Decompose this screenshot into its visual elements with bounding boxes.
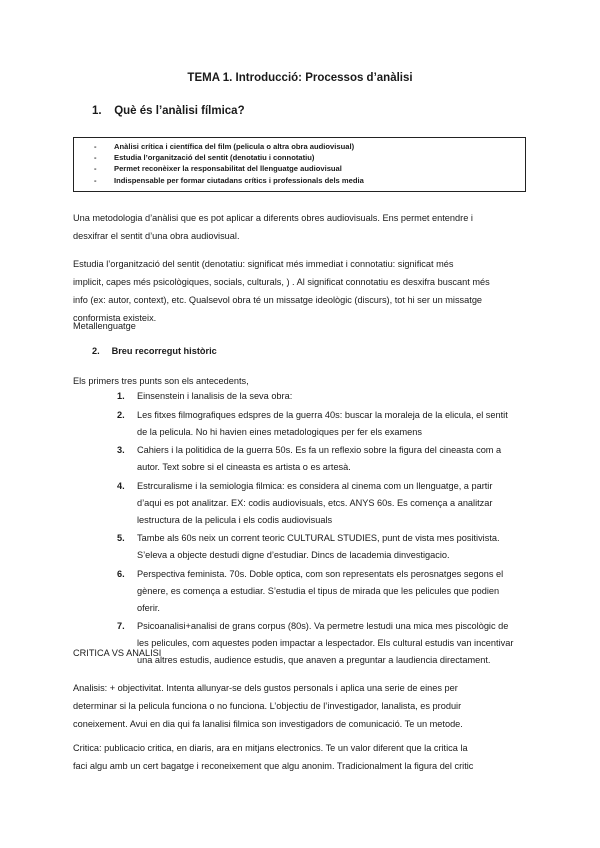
- paragraph-line: Critica: publicacio critica, en diaris, ara en mitjans electronics. Te un valor diferent que la critica la: [73, 743, 468, 753]
- section-critica-vs-analisi: CRITICA VS ANALISI: [73, 648, 162, 658]
- summary-item-text: Permet reconèixer la responsabilitat del llenguatge audiovisual: [114, 164, 342, 174]
- list-item-text: [137, 388, 527, 405]
- dash-bullet: -: [94, 142, 97, 151]
- heading-2-number: 2.: [92, 346, 100, 356]
- summary-item: [74, 152, 525, 163]
- list-item-number: 1.: [117, 391, 125, 401]
- list-item-line: lestructura de la pelicula i els codis audiovisuals: [137, 514, 333, 525]
- list-item-line: Estrcuralisme i la semiologia filmica: es considera al cinema com un llenguatge, a partir: [137, 480, 493, 491]
- paragraph-line: Analisis: + objectivitat. Intenta allunyar-se dels gustos personals i aplica una serie de eines per: [73, 683, 458, 693]
- list-item: [73, 618, 527, 668]
- dash-bullet: -: [94, 175, 97, 185]
- list-item-line: Psicoanalisi+analisi de grans corpus (80s). Va permetre lestudi una mica mes piscològic de: [137, 621, 509, 632]
- list-item-number: 4.: [117, 480, 125, 491]
- list-item-number: 5.: [117, 533, 125, 544]
- heading-2-text: Breu recorregut històric: [111, 346, 217, 356]
- list-item-text: [137, 478, 527, 528]
- list-item: [73, 442, 527, 476]
- list-item-line: autor. Text sobre si el cineasta es artista o es artesà.: [137, 462, 351, 473]
- list-item-text: [137, 407, 527, 441]
- list-item-line: gènere, es comença a estudiar. S’estudia el tipus de mirada que les pelicules que podien: [137, 585, 500, 596]
- paragraph-line: desxifrar el sentit d’una obra audiovisual.: [73, 231, 240, 241]
- summary-item: [74, 141, 525, 152]
- history-list: [73, 388, 527, 669]
- summary-item-text: Indispensable per formar ciutadans crítics i professionals dels media: [114, 175, 364, 185]
- list-item-line: oferir.: [137, 602, 160, 613]
- list-item: [73, 407, 527, 441]
- list-item-line: Perspectiva feminista. 70s. Doble optica, com son representats els perosnatges segons el: [137, 568, 504, 579]
- paragraph-metallenguatge: Metallenguatge: [73, 321, 136, 331]
- list-item-line: de la pelicula. No hi havien eines metadologiques per fer els examens: [137, 426, 422, 437]
- list-item-text: [137, 442, 527, 476]
- list-item: [73, 478, 527, 528]
- list-item-number: 2.: [117, 409, 125, 420]
- summary-item-text: Anàlisi crítica i científica del film (pelicula o altra obra audiovisual): [114, 142, 355, 151]
- list-item-number: 6.: [117, 568, 125, 579]
- list-item-line: d’aqui es pot analitzar. EX: codis audiovisuals, etcs. ANYS 60s. Es comença a analitzar: [137, 497, 493, 508]
- list-item: [73, 566, 527, 616]
- list-item: [73, 388, 527, 405]
- paragraph-line: conformista existeix.: [73, 313, 157, 323]
- list-item-line: S’eleva a objecte destudi digne d’estudiar. Dincs de lacademia dinvestigacio.: [137, 550, 450, 561]
- paragraph-line: faci algu amb un cert bagatge i reconeixement que algu anonim. Tradicionalment la figura del critic: [73, 761, 474, 771]
- list-item: [73, 530, 527, 564]
- list-intro: Els primers tres punts son els antecedents,: [73, 376, 249, 386]
- paragraph-line: determinar si la pelicula funciona o no funciona. L’objectiu de l’investigador, lanalista, es produir: [73, 701, 462, 711]
- list-item-line: Tambe als 60s neix un corrent teoric CULTURAL STUDIES, punt de vista mes positivista.: [137, 533, 500, 544]
- heading-1-number: 1.: [92, 105, 102, 117]
- paragraph-analisis: [73, 679, 527, 733]
- summary-item-text: Estudia l’organització del sentit (denotatiu i connotatiu): [114, 153, 315, 163]
- list-item-number: 3.: [117, 445, 125, 456]
- list-item-line: Einsenstein i lanalisis de la seva obra:: [137, 391, 293, 401]
- list-item-line: les pelicules, com aquestes poden impactar a lespectador. Els cultural estudis van incentivar: [137, 638, 514, 649]
- list-item-line: Les fitxes filmografiques edspres de la guerra 40s: buscar la moraleja de la elicula, el sentit: [137, 409, 508, 420]
- heading-1: [92, 105, 245, 117]
- paragraph-line: implicit, capes més psicològiques, socials, culturals, ) . Al significat connotatiu es desxifra buscant més: [73, 277, 490, 287]
- heading-1-text: Què és l’anàlisi fílmica?: [114, 105, 245, 117]
- paragraph-line: Una metodologia d’anàlisi que es pot aplicar a diferents obres audiovisuals. Ens permet entendre i: [73, 213, 473, 223]
- list-item-line: Cahiers i la politidica de la guerra 50s. Es fa un reflexio sobre la figura del cineasta com a: [137, 445, 502, 456]
- paragraph-line: Estudia l’organització del sentit (denotatiu: significat més immediat i connotatiu: significat més: [73, 259, 454, 269]
- list-item-line: una altres estudis, audience estudis, que anaven a preguntar a laudiencia directament.: [137, 654, 491, 665]
- summary-item: [74, 175, 525, 186]
- paragraph-critica: [73, 739, 527, 775]
- heading-2: [92, 346, 217, 356]
- dash-bullet: -: [94, 164, 97, 174]
- dash-bullet: -: [94, 153, 97, 163]
- document-title: TEMA 1. Introducció: Processos d’anàlisi: [187, 72, 413, 84]
- list-item-text: [137, 566, 527, 616]
- paragraph-line: coneixement. Avui en dia qui fa lanalisi filmica son investigadors de comunicació. Te un metode.: [73, 719, 463, 729]
- paragraph-definition: [73, 209, 527, 245]
- summary-item: [74, 163, 525, 174]
- list-item-text: [137, 618, 527, 668]
- list-item-text: [137, 530, 527, 564]
- summary-box: [73, 137, 526, 192]
- list-item-number: 7.: [117, 621, 125, 632]
- paragraph-line: info (ex: autor, context), etc. Qualsevol obra té un missatge ideològic (discurs), tot hi ser un missatge: [73, 295, 483, 305]
- summary-list: [74, 138, 525, 186]
